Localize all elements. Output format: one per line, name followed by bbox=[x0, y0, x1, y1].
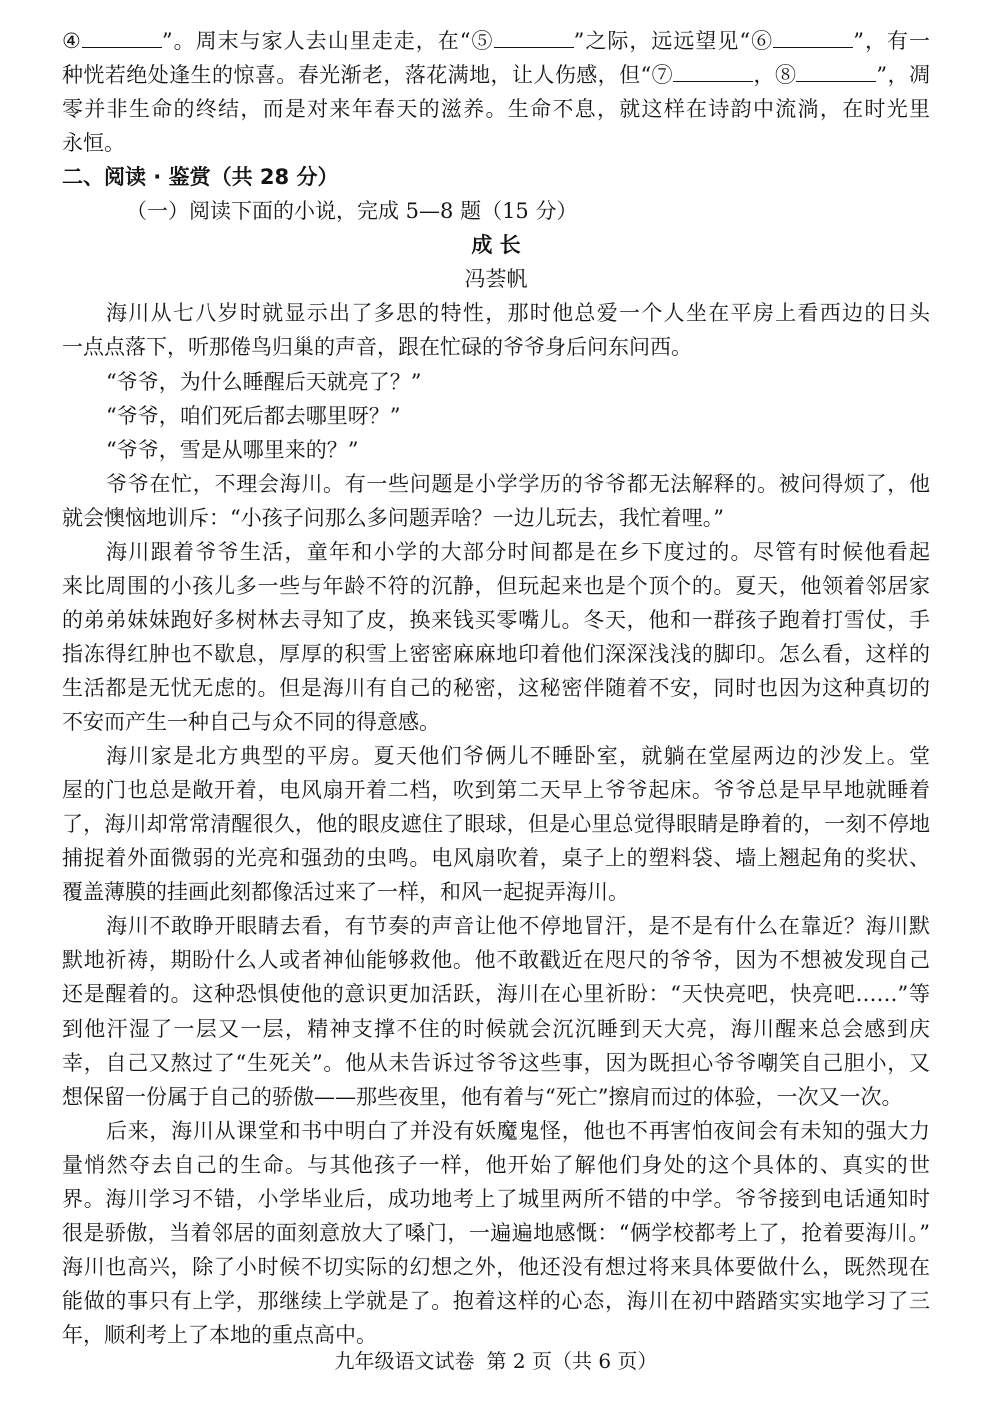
fill-text: ”之际，远远望见“⑥ bbox=[573, 29, 774, 53]
story-line: 指冻得红肿也不歇息，厚厚的积雪上密密麻麻地印着他们深深浅浅的脚印。怎么看，这样的 bbox=[62, 642, 930, 666]
story-line: 到他汗湿了一层又一层，精神支撑不住的时候就会沉沉睡到天大亮，海川醒来总会感到庆 bbox=[62, 1017, 930, 1041]
story-line: 年，顺利考上了本地的重点高中。 bbox=[62, 1323, 377, 1347]
story-line: 能做的事只有上学，那继续上学就是了。抱着这样的心态，海川在初中踏踏实实地学习了三 bbox=[62, 1289, 930, 1313]
poem-fill-line-3: 零并非生命的终结，而是对来年春天的滋养。生命不息，就这样在诗韵中流淌，在时光里 bbox=[62, 97, 930, 121]
story-line: 幸，自己又熬过了“生死关”。他从未告诉过爷爷这些事，因为既担心爷爷嘲笑自己胆小，又 bbox=[62, 1051, 930, 1075]
story-line: 爷爷在忙，不理会海川。有一些问题是小学学历的爷爷都无法解释的。被问得烦了，他 bbox=[106, 472, 930, 496]
story-line: 海川跟着爷爷生活，童年和小学的大部分时间都是在乡下度过的。尽管有时候他看起 bbox=[106, 540, 930, 564]
story-line: 海川不敢睁开眼睛去看，有节奏的声音让他不停地冒汗，是不是有什么在靠近？海川默 bbox=[106, 914, 930, 938]
story-line: 后来，海川从课堂和书中明白了并没有妖魔鬼怪，他也不再害怕夜间会有未知的强大力 bbox=[106, 1119, 930, 1143]
story-title: 成 长 bbox=[471, 233, 521, 257]
story-line: 的弟弟妹妹跑好多树林去寻知了皮，换来钱买零嘴儿。冬天，他和一群孩子跑着打雪仗，手 bbox=[62, 608, 930, 632]
fill-text: ”。周末与家人去山里走走，在“⑤ bbox=[161, 29, 494, 53]
poem-fill-line-4: 永恒。 bbox=[62, 131, 125, 155]
story-line: 还是醒着的。这种恐惧使他的意识更加活跃，海川在心里祈盼：“天快亮吧，快亮吧……”等 bbox=[62, 982, 930, 1006]
story-line: 默地祈祷，期盼什么人或者神仙能够救他。他不敢戳近在咫尺的爷爷，因为不想被发现自己 bbox=[62, 948, 930, 972]
fill-text: 种恍若绝处逢生的惊喜。春光渐老，落花满地，让人伤感，但“⑦ bbox=[62, 63, 674, 87]
fill-label-4: ④ bbox=[62, 29, 82, 53]
story-line: “爷爷，咱们死后都去哪里呀？” bbox=[106, 404, 401, 428]
poem-fill-line-2 bbox=[62, 58, 930, 92]
section-sub-heading: （一）阅读下面的小说，完成 5—8 题（15 分） bbox=[126, 199, 578, 223]
story-line: 覆盖薄膜的挂画此刻都像活过来了一样，和风一起捉弄海川。 bbox=[62, 880, 629, 904]
story-line: 想保留一份属于自己的骄傲——那些夜里，他有着与“死亡”擦肩而过的体验，一次又一次。 bbox=[62, 1085, 903, 1109]
story-line: 很是骄傲，当着邻居的面刻意放大了嗓门，一遍遍地感慨：“俩学校都考上了，抢着要海川。” bbox=[62, 1221, 930, 1245]
story-author: 冯荟帆 bbox=[464, 267, 528, 291]
page-footer bbox=[0, 1346, 992, 1376]
story-line: “爷爷，为什么睡醒后天就亮了？” bbox=[106, 370, 422, 394]
story-line: 来比周围的小孩儿多一些与年龄不符的沉静，但玩起来也是个顶个的。夏天，他领着邻居家 bbox=[62, 574, 930, 598]
story-line: 量悄然夺去自己的生命。与其他孩子一样，他开始了解他们身处的这个具体的、真实的世 bbox=[62, 1153, 930, 1177]
story-line: 一点点落下，听那倦鸟归巢的声音，跟在忙碌的爷爷身后问东问西。 bbox=[62, 335, 692, 359]
fill-blank-5[interactable] bbox=[494, 29, 574, 48]
story-line: 屋的门也总是敞开着，电风扇开着二档，吹到第二天早上爷爷起床。爷爷总是早早地就睡着 bbox=[62, 778, 930, 802]
footer-page-number: 第 2 页（共 6 页） bbox=[486, 1349, 658, 1373]
story-line: 就会懊恼地训斥：“小孩子问那么多问题弄啥？一边儿玩去，我忙着哩。” bbox=[62, 506, 724, 530]
story-line: “爷爷，雪是从哪里来的？” bbox=[106, 438, 359, 462]
section-heading: 二、阅读 · 鉴赏（共 28 分） bbox=[62, 165, 339, 189]
story-line: 了，海川却常常清醒很久，他的眼皮遮住了眼球，但是心里总觉得眼睛是睁着的，一刻不停地 bbox=[62, 812, 930, 836]
fill-blank-8[interactable] bbox=[796, 63, 876, 82]
footer-exam-name: 九年级语文试卷 bbox=[334, 1349, 475, 1373]
fill-text: ”，有一 bbox=[853, 29, 930, 53]
fill-blank-7[interactable] bbox=[673, 63, 753, 82]
fill-blank-4[interactable] bbox=[82, 29, 162, 48]
story-line: 海川从七八岁时就显示出了多思的特性，那时他总爱一个人坐在平房上看西边的日头 bbox=[106, 301, 930, 325]
fill-blank-6[interactable] bbox=[773, 29, 853, 48]
story-line: 不安而产生一种自己与众不同的得意感。 bbox=[62, 710, 440, 734]
poem-fill-line-1 bbox=[62, 24, 930, 58]
story-line: 海川家是北方典型的平房。夏天他们爷俩儿不睡卧室，就躺在堂屋两边的沙发上。堂 bbox=[106, 744, 930, 768]
story-line: 海川也高兴，除了小时候不切实际的幻想之外，他还没有想过将来具体要做什么，既然现在 bbox=[62, 1255, 930, 1279]
story-line: 生活都是无忧无虑的。但是海川有自己的秘密，这秘密伴随着不安，同时也因为这种真切的 bbox=[62, 676, 930, 700]
story-line: 界。海川学习不错，小学毕业后，成功地考上了城里两所不错的中学。爷爷接到电话通知时 bbox=[62, 1187, 930, 1211]
story-line: 捕捉着外面微弱的光亮和强劲的虫鸣。电风扇吹着，桌子上的塑料袋、墙上翘起角的奖状、 bbox=[62, 846, 930, 870]
fill-text: ”，凋 bbox=[876, 63, 930, 87]
fill-text: ，⑧ bbox=[753, 63, 797, 87]
